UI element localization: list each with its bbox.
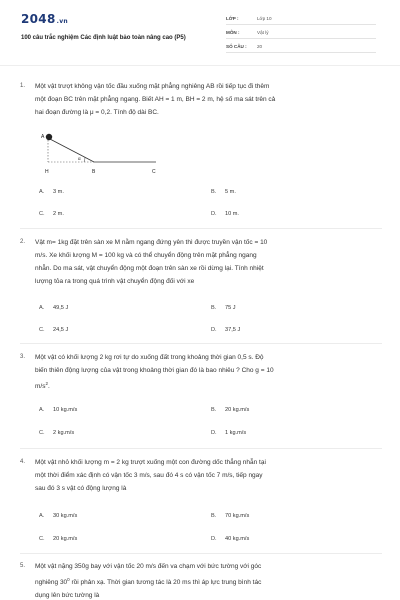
option-2a[interactable] [39, 305, 68, 311]
option-label: C. [39, 430, 45, 436]
option-value: 37,5 J [225, 327, 241, 333]
question-line: Một vật trượt không vận tốc đầu xuống mặt phẳng nghiêng AB rồi tiếp tục đi thêm [35, 83, 270, 90]
option-3b[interactable] [211, 407, 249, 413]
question-line: sau đó 3 s vật có động lượng là [35, 485, 127, 492]
question-2 [20, 236, 382, 288]
option-value: 75 J [225, 305, 236, 311]
option-4d[interactable] [211, 536, 249, 542]
option-value: 24,5 J [53, 327, 69, 333]
option-value: 2 kg.m/s [53, 430, 75, 436]
question-line: Một vật nặng 350g bay với vận tốc 20 m/s đến va chạm với bức tường với góc [35, 563, 262, 570]
logo-text: 2048 [21, 12, 56, 26]
meta-value: Vật lý [257, 30, 269, 35]
question-number: 4. [20, 459, 26, 465]
option-value: 30 kg.m/s [53, 513, 78, 519]
angle-arc [84, 158, 85, 163]
unit-base: m/s [35, 383, 46, 391]
option-4a[interactable] [39, 513, 77, 519]
question-number: 1. [20, 83, 26, 89]
degree-sup: 0 [67, 577, 70, 582]
question-text [35, 351, 382, 393]
option-value: 1 kg.m/s [225, 430, 247, 436]
question-line: nhẵn. Do ma sát, vật chuyển động một đoạn trên sàn xe rồi dừng lại. Tính nhiệt [35, 265, 264, 272]
option-3a[interactable] [39, 407, 77, 413]
question-3 [20, 351, 382, 393]
question-number: 3. [20, 354, 26, 360]
line-post: rồi phản xạ. Thời gian tương tác là 20 ms thì áp lực trung bình tác [69, 579, 262, 587]
question-text [35, 456, 382, 495]
question-line [35, 377, 382, 393]
option-value: 10 kg.m/s [53, 407, 78, 413]
option-value: 5 m. [225, 189, 236, 195]
meta-key: LỚP : [226, 16, 239, 21]
meta-row-count [226, 41, 376, 53]
meta-row-class [226, 13, 376, 25]
question-line: dụng lên bức tường là [35, 592, 100, 600]
option-4b[interactable] [211, 513, 249, 519]
option-label: C. [39, 536, 45, 542]
option-value: 40 kg.m/s [225, 536, 250, 542]
option-value: 2 m. [53, 211, 64, 217]
option-2b[interactable] [211, 305, 236, 311]
question-separator [20, 448, 382, 449]
incline-figure [40, 130, 170, 176]
question-line [35, 573, 382, 589]
question-separator [20, 343, 382, 344]
option-3d[interactable] [211, 430, 246, 436]
question-number: 5. [20, 563, 26, 569]
option-value: 70 kg.m/s [225, 513, 250, 519]
question-1 [20, 80, 382, 119]
option-1d[interactable] [211, 211, 239, 217]
option-label: A. [39, 407, 45, 413]
option-4c[interactable] [39, 536, 77, 542]
option-value: 10 m. [225, 211, 239, 217]
option-value: 20 kg.m/s [53, 536, 78, 542]
option-1c[interactable] [39, 211, 64, 217]
question-line: Một vật nhỏ khối lượng m = 2 kg trượt xuống một con đường dốc thẳng nhẵn tại [35, 459, 266, 466]
option-label: A. [39, 189, 45, 195]
ball [46, 134, 52, 140]
question-separator [20, 228, 382, 229]
option-label: B. [211, 189, 217, 195]
option-label: C. [39, 211, 45, 217]
meta-key: SỐ CÂU : [226, 44, 247, 49]
question-line: một đoạn BC trên mặt phẳng ngang. Biết AH = 1 m, BH = 2 m, hệ số ma sát trên cả [35, 96, 276, 103]
option-label: D. [211, 430, 217, 436]
header [0, 0, 400, 62]
question-4 [20, 456, 382, 495]
question-line: Vật m= 1kg đặt trên sàn xe M nằm ngang đứng yên thì được truyền vận tốc = 10 [35, 239, 268, 246]
option-3c[interactable] [39, 430, 74, 436]
option-2c[interactable] [39, 327, 68, 333]
label-alpha: α [78, 156, 81, 161]
question-5 [20, 560, 382, 600]
document-title: 100 câu trắc nghiệm Các định luật bảo toàn nâng cao (P5) [21, 35, 186, 41]
question-line: hai đoạn đường là μ = 0,2. Tính độ dài BC. [35, 109, 159, 116]
question-text [35, 560, 382, 600]
option-label: D. [211, 536, 217, 542]
question-line: một thời điểm xác định có vận tốc 3 m/s, sau đó 4 s có vận tốc 7 m/s, tiếp ngay [35, 472, 263, 479]
question-line: m/s. Xe khối lượng M = 100 kg và có thể chuyển động trên mặt phẳng ngang [35, 252, 257, 259]
question-number: 2. [20, 239, 26, 245]
header-divider [0, 65, 400, 66]
option-1b[interactable] [211, 189, 236, 195]
option-label: A. [39, 513, 45, 519]
option-2d[interactable] [211, 327, 240, 333]
question-line: biến thiên động lượng của vật trong khoảng thời gian đó là bao nhiêu ? Cho g = 10 [35, 367, 274, 374]
option-label: B. [211, 513, 217, 519]
option-value: 20 kg.m/s [225, 407, 250, 413]
meta-value: Lớp 10 [257, 16, 272, 21]
question-line: Một vật có khối lượng 2 kg rơi tự do xuống đất trong khoảng thời gian 0,5 s. Độ [35, 354, 264, 361]
line-pre: nghiêng 30 [35, 579, 68, 587]
incline-line-ab [48, 138, 94, 162]
incline-diagram [40, 130, 170, 176]
option-label: D. [211, 327, 217, 333]
unit-exponent: 2 [45, 381, 48, 386]
question-line: lượng tỏa ra trong quá trình vật chuyển động đối với xe [35, 278, 195, 285]
label-b: B [92, 169, 96, 175]
logo-suffix: .vn [56, 18, 68, 25]
question-separator [20, 553, 382, 554]
label-c: C [152, 169, 156, 175]
option-value: 3 m. [53, 189, 64, 195]
question-text [35, 80, 382, 119]
option-value: 49,5 J [53, 305, 69, 311]
site-logo[interactable] [21, 12, 68, 26]
meta-value: 20 [257, 44, 263, 49]
option-label: B. [211, 305, 217, 311]
option-label: C. [39, 327, 45, 333]
meta-row-subject [226, 27, 376, 39]
question-text [35, 236, 382, 288]
label-h: H [45, 169, 49, 175]
label-a: A [41, 134, 45, 140]
option-label: B. [211, 407, 217, 413]
option-1a[interactable] [39, 189, 64, 195]
unit-tail: . [48, 383, 50, 391]
option-label: A. [39, 305, 45, 311]
option-label: D. [211, 211, 217, 217]
meta-key: MÔN : [226, 30, 240, 35]
